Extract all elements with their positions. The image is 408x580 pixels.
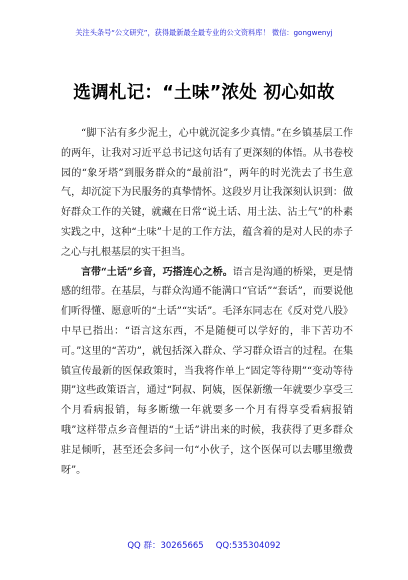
- paragraph-2: [61, 263, 353, 481]
- footer-qq: QQ:535304092: [215, 541, 281, 551]
- paragraph-2-body: 语言是沟通的桥梁，更是情感的纽带。在基层，与群众沟通不能满口“官话”“套话”，而要说他们听得懂、愿意听的“土话”“实话”。毛泽东同志在《反对党八股》中早已指出：“语言这东西，不是随便可以学好的，非下苦功不可。”这里的“苦功”，就包括深入群众、学习群众语言的过程。在集镇宣传最新的医保政策时，当我将作单上“固定等待期”“变动等待期”这些政策语言，通过“阿叔、阿姨，医保新缴一年就要少享受三个月看病报销，每多断缴一年就要多一个月有得享受看病报销哦”这样带点乡音俚语的“土话”讲出来的时候，我获得了更多群众驻足倾听，甚至还会多问一句“小伙子，这个医保可以去哪里缴费呀”。: [61, 266, 353, 476]
- paragraph-1: “脚下沾有多少泥土，心中就沉淀多少真情。”在乡镇基层工作的两年，让我对习近平总书记这句话有了更深刻的体悟。从书卷校园的“象牙塔”到服务群众的“最前沿”，两年的时光洗去了书生意气，却沉淀下为民服务的真挚情怀。这段岁月让我深刻认识到：做好群众工作的关键，就藏在日常“说土话、用土法、沾土气”的朴素实践之中，这种“土味”十足的工作方法，蕴含着的是对人民的赤子之心与扎根基层的实干担当。: [61, 128, 353, 258]
- footer-contact: [0, 540, 408, 552]
- header-promo-note: 关注头条号“公文研究”，获得最新最全最专业的公文资料库！ 微信：gongwenyj: [75, 28, 333, 37]
- document-body: [61, 124, 353, 480]
- footer-qq-group: QQ 群：30265665: [127, 541, 204, 551]
- paragraph-2-lead: 言带“土话”乡音，巧搭连心之桥。: [81, 266, 233, 278]
- document-title: 选调札记：“土味”浓处 初心如故: [73, 83, 335, 103]
